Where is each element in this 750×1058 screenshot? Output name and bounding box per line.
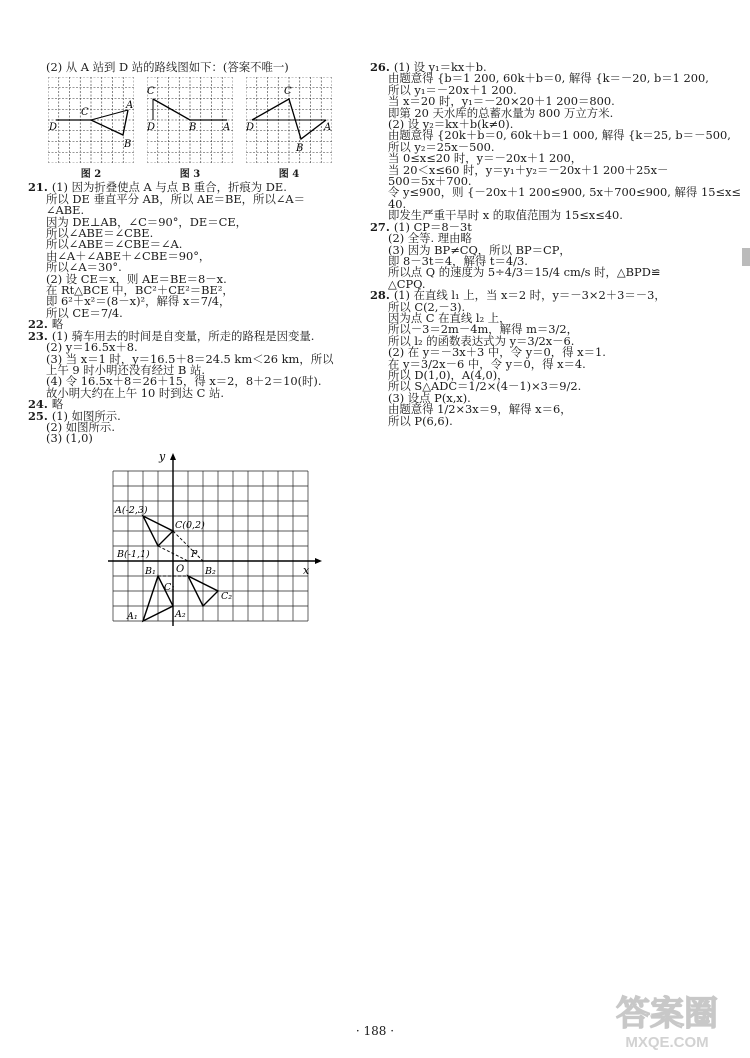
fig2-label-d: D	[49, 122, 58, 134]
q28-line-11: 由题意得 1/2×3x＝9，解得 x＝6，	[388, 402, 572, 417]
q20-part2: (2) 从 A 站到 D 站的路线图如下：(答案不唯一)	[46, 60, 289, 74]
q23-line-5: (4) 令 16.5x＋8＝26＋15，得 x＝2，8＋2＝10(时).	[46, 374, 322, 389]
q21-line-2: 所以 DE 垂直平分 AB，所以 AE＝BE，所以∠A＝	[46, 191, 305, 206]
axis-x-label: x	[303, 563, 310, 577]
fig4-label-d: D	[246, 122, 255, 134]
page-edge-tab	[742, 248, 750, 266]
fig4-label-b: B	[296, 143, 304, 155]
point-b2-label: B₂	[205, 565, 216, 577]
figure-2-grid	[48, 77, 134, 163]
coordinate-grid	[103, 451, 323, 631]
fig2-label-c: C	[81, 107, 89, 119]
q26-line-14: 即发生严重干旱时 x 的取值范围为 15≤x≤40.	[388, 208, 623, 223]
q21-line-4: 因为 DE⊥AB，∠C＝90°，DE＝CE，	[46, 214, 248, 229]
left-column	[28, 62, 350, 635]
q22: 22. 略	[28, 317, 64, 332]
q28-line-6: (2) 在 y＝－3x＋3 中，令 y＝0，得 x＝1.	[388, 345, 606, 360]
q26-line-6: (2) 设 y₂＝kx＋b(k≠0).	[388, 117, 514, 132]
q27-line-2: (2) 全等. 理由略	[388, 231, 472, 246]
q26-line-2: 由题意得 {b＝1 200, 60k＋b＝0, 解得 {k＝－20, b＝1 200,	[388, 71, 709, 86]
q21-line-11: 即 6²＋x²＝(8－x)²，解得 x＝7/4，	[46, 294, 231, 309]
q23-line-4: 上午 9 时小明还没有经过 B 站.	[46, 362, 206, 377]
q26-line-3: 所以 y₁＝－20x＋1 200.	[388, 82, 517, 97]
q28-line-10: (3) 设点 P(x,x).	[388, 390, 471, 405]
fig2-label-b: B	[124, 139, 132, 151]
point-a2-label: A₂	[175, 608, 186, 620]
q21-line-7: 由∠A＋∠ABE＋∠CBE＝90°，	[46, 248, 211, 263]
q26-line-4: 当 x＝20 时，y₁＝－20×20＋1 200＝800.	[388, 94, 615, 109]
route-figures	[48, 77, 350, 180]
q26-line-8: 所以 y₂＝25x－500.	[388, 139, 495, 154]
q23-line-1: 23. (1) 骑车用去的时间是自变量，所走的路程是因变量.	[28, 328, 315, 343]
q25-line-3: (3) (1,0)	[46, 431, 93, 446]
point-b1-label: B₁	[145, 565, 156, 577]
figure-2-caption: 图 2	[80, 169, 102, 181]
page-number: · 188 ·	[355, 1024, 395, 1038]
point-c-label: C(0,2)	[175, 519, 205, 531]
q28-line-3: 因为点 C 在直线 l₂ 上，	[388, 310, 511, 325]
watermark-logo	[595, 985, 740, 1053]
q28-line-4: 所以－3＝2m－4m，解得 m＝3/2，	[388, 322, 579, 337]
q26-line-5: 即第 20 天水库的总蓄水量为 800 万立方米.	[388, 105, 614, 120]
q27-line-5: 所以点 Q 的速度为 5÷4/3＝15/4 cm/s 时，△BPD≌	[388, 265, 661, 280]
point-b-label: B(-1,1)	[117, 548, 150, 560]
fig3-label-b: B	[189, 122, 197, 134]
q28-line-9: 所以 S△ADC＝1/2×(4－1)×3＝9/2.	[388, 379, 582, 394]
axis-y-label: y	[159, 450, 166, 463]
point-c2-label: C₂	[221, 590, 233, 602]
figure-3	[147, 77, 233, 180]
q21-line-8: 所以∠A＝30°.	[46, 260, 122, 275]
point-p-label: P	[191, 548, 198, 560]
figure-2	[48, 77, 134, 180]
figure-4-grid	[246, 77, 332, 163]
origin-label: O	[176, 563, 185, 575]
q21-line-1: 21. (1) 因为折叠使点 A 与点 B 重合，折痕为 DE.	[28, 180, 287, 195]
fig4-label-c: C	[284, 86, 292, 98]
q26-line-12: 令 y≤900，则 {－20x＋1 200≤900, 5x＋700≤900, 解得 15≤x≤	[388, 185, 741, 200]
coordinate-figure	[103, 451, 350, 635]
right-column	[370, 60, 741, 428]
q25-line-1: 25. (1) 如图所示.	[28, 408, 121, 423]
q28-line-1: 28. (1) 在直线 l₁ 上，当 x＝2 时，y＝－3×2＋3＝－3，	[370, 288, 666, 303]
figure-3-grid	[147, 77, 233, 163]
q26-line-1: 26. (1) 设 y₁＝kx＋b.	[370, 60, 487, 74]
figure-4	[246, 77, 332, 180]
fig3-label-a: A	[223, 122, 231, 134]
q27-line-1: 27. (1) CP＝8－3t	[370, 219, 472, 234]
q28-line-5: 所以 l₂ 的函数表达式为 y＝3/2x－6.	[388, 333, 575, 348]
q23-line-2: (2) y＝16.5x＋8.	[46, 340, 138, 355]
fig3-label-c: C	[147, 86, 155, 98]
q26-line-10: 当 20＜x≤60 时，y＝y₁＋y₂＝－20x＋1 200＋25x－	[388, 162, 669, 177]
fig4-label-a: A	[324, 122, 332, 134]
q28-line-2: 所以 C(2,－3).	[388, 299, 466, 314]
watermark-text: 答案圈	[616, 994, 718, 1034]
watermark-url: MXQE.COM	[625, 1034, 709, 1051]
q23-line-6: 故小明大约在上午 10 时到达 C 站.	[46, 385, 225, 400]
figure-3-caption: 图 3	[179, 169, 201, 181]
q21-line-10: 在 Rt△BCE 中，BC²＋CE²＝BE²，	[46, 283, 234, 298]
q27-line-3: (3) 因为 BP≠CQ，所以 BP＝CP，	[388, 242, 571, 257]
q23-line-3: (3) 当 x＝1 时，y＝16.5＋8＝24.5 km＜26 km，所以	[46, 351, 334, 366]
q21-line-12: 所以 CE＝7/4.	[46, 305, 123, 320]
fig3-label-d: D	[147, 122, 156, 134]
q28-line-8: 所以 D(1,0)，A(4,0)，	[388, 367, 509, 382]
q28-line-12: 所以 P(6,6).	[388, 413, 453, 428]
q21-number: 21.	[28, 180, 48, 195]
point-c1-label: C₁	[164, 581, 176, 593]
q21-line-5: 所以∠ABE＝∠CBE.	[46, 226, 154, 241]
q26-line-13: 40.	[388, 196, 407, 211]
fig2-label-a: A	[126, 100, 134, 112]
point-a-label: A(-2,3)	[115, 504, 148, 516]
q27-line-4: 即 8－3t＝4，解得 t＝4/3.	[388, 253, 528, 268]
q26-line-9: 当 0≤x≤20 时，y＝－20x＋1 200，	[388, 151, 583, 166]
q25-line-2: (2) 如图所示.	[46, 419, 115, 434]
q26-line-11: 500＝5x＋700.	[388, 174, 472, 189]
q21-line-6: 所以∠ABE＝∠CBE＝∠A.	[46, 237, 183, 252]
q27-line-6: △CPQ.	[388, 276, 426, 291]
figure-4-caption: 图 4	[278, 169, 300, 181]
q26-line-7: 由题意得 {20k＋b＝0, 60k＋b＝1 000, 解得 {k＝25, b＝－500,	[388, 128, 731, 143]
q28-line-7: 在 y＝3/2x－6 中，令 y＝0，得 x＝4.	[388, 356, 586, 371]
q21-line-3: ∠ABE.	[46, 203, 85, 218]
q21-line-9: (2) 设 CE＝x，则 AE＝BE＝8－x.	[46, 271, 227, 286]
point-a1-label: A₁	[127, 610, 138, 622]
q24: 24. 略	[28, 397, 64, 412]
